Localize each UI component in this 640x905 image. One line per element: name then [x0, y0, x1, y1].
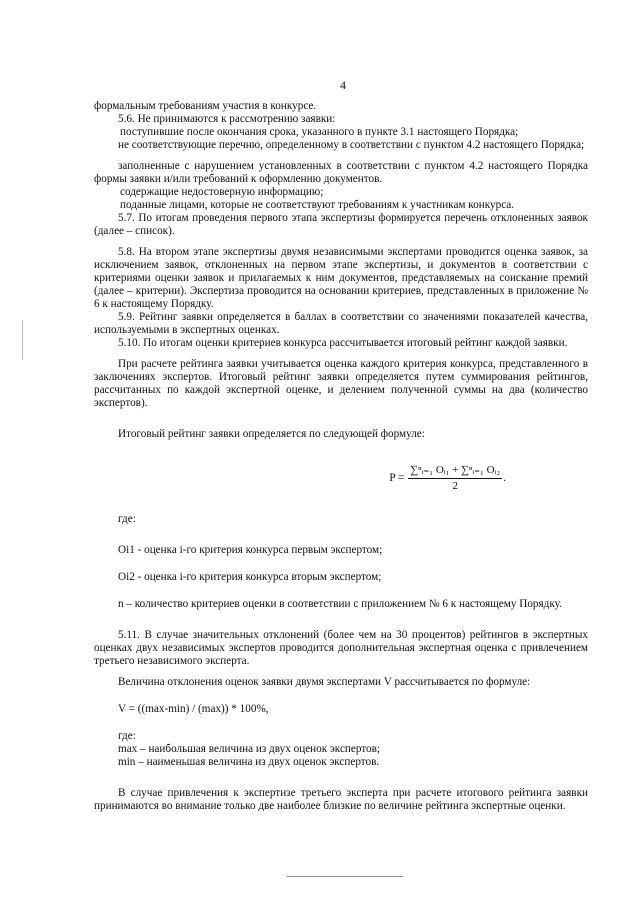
list-item: заполненные с нарушением установленных в соответствии с пунктом 4.2 настоящего Порядка формы заявки и/или требований к оформлению документов. — [94, 160, 588, 185]
paragraph: где: — [118, 513, 136, 525]
list-item: поступившие после окончания срока, указанного в пункте 3.1 настоящего Порядка; — [120, 126, 519, 138]
paragraph: Величина отклонения оценок заявки двумя экспертами V рассчитывается по формуле: — [118, 676, 531, 688]
paragraph: формальным требованиям участия в конкурсе. — [94, 100, 317, 112]
formula-fraction — [408, 464, 502, 493]
definition: где: — [118, 730, 136, 742]
list-item: содержащие недостоверную информацию; — [120, 186, 324, 198]
formula-denominator: 2 — [452, 479, 459, 492]
list-item: поданные лицами, которые не соответствуют требованиям к участникам конкурса. — [120, 199, 515, 211]
paragraph: 5.8. На втором этапе экспертизы двумя независимыми экспертами проводится оценка заявок, за исключением заявок, отклоненных на первом этапе экспертизы, и документов в соответствии с критериями оценки заявок и прилагаемых к ним документов, представляемых на соискание премий (далее – критерии). Экспертиза проводится на основании критериев, представленных в приложение № 6 к настоящему Порядку. — [94, 246, 588, 310]
rating-formula — [94, 461, 588, 495]
scan-artifact — [287, 876, 403, 877]
paragraph: При расчете рейтинга заявки учитывается оценка каждого критерия конкурса, представленного в заключениях экспертов. Итоговый рейтинг заявки определяется путем суммирования рейтингов, рассчитанных по каждой экспертной оценке, и делением полученной суммы на два (количество экспертов). — [94, 358, 588, 409]
document-body — [94, 100, 588, 813]
paragraph: 5.6. Не принимаются к рассмотрению заявки: — [118, 113, 336, 125]
formula-numerator: ∑ⁿᵢ₌₁ Oᵢ₁ + ∑ⁿᵢ₌₁ Oᵢ₂ — [408, 464, 502, 479]
scan-artifact — [22, 320, 23, 360]
definition: max – наибольшая величина из двух оценок экспертов; — [118, 743, 381, 755]
paragraph: В случае привлечения к экспертизе третьего эксперта при расчете итогового рейтинга заявки принимаются во внимание только две наиболее близкие по величине рейтинга экспертные оценки. — [94, 787, 588, 812]
paragraph: Итоговый рейтинг заявки определяется по следующей формуле: — [118, 428, 425, 440]
paragraph: 5.9. Рейтинг заявки определяется в баллах в соответствии со значениями показателей качества, используемыми в экспертных оценках. — [94, 311, 588, 336]
deviation-formula: V = ((max-min) / (max)) * 100%, — [118, 703, 269, 715]
paragraph: 5.10. По итогам оценки критериев конкурса рассчитывается итоговый рейтинг каждой заявки. — [118, 337, 568, 349]
page-number: 4 — [340, 78, 346, 92]
paragraph: 5.7. По итогам проведения первого этапа экспертизы формируется перечень отклоненных заявок (далее – список). — [94, 212, 588, 237]
formula-period: . — [503, 471, 506, 484]
formula-lhs: P = — [389, 471, 405, 484]
definition: Oi2 - оценка i-го критерия конкурса вторым экспертом; — [118, 571, 382, 583]
list-item: не соответствующие перечню, определенному в соответствии с пунктом 4.2 настоящего Порядка; — [118, 139, 585, 151]
definition: n – количество критериев оценки в соответствии с приложением № 6 к настоящему Порядку. — [118, 598, 562, 610]
definition: min – наименьшая величина из двух оценок экспертов. — [118, 756, 380, 768]
paragraph: 5.11. В случае значительных отклонений (более чем на 30 процентов) рейтингов в экспертных оценках двух независимых экспертов проводится дополнительная экспертная оценка с привлечением третьего независимого эксперта. — [94, 629, 588, 667]
definition: Oi1 - оценка i-го критерия конкурса первым экспертом; — [118, 544, 383, 556]
